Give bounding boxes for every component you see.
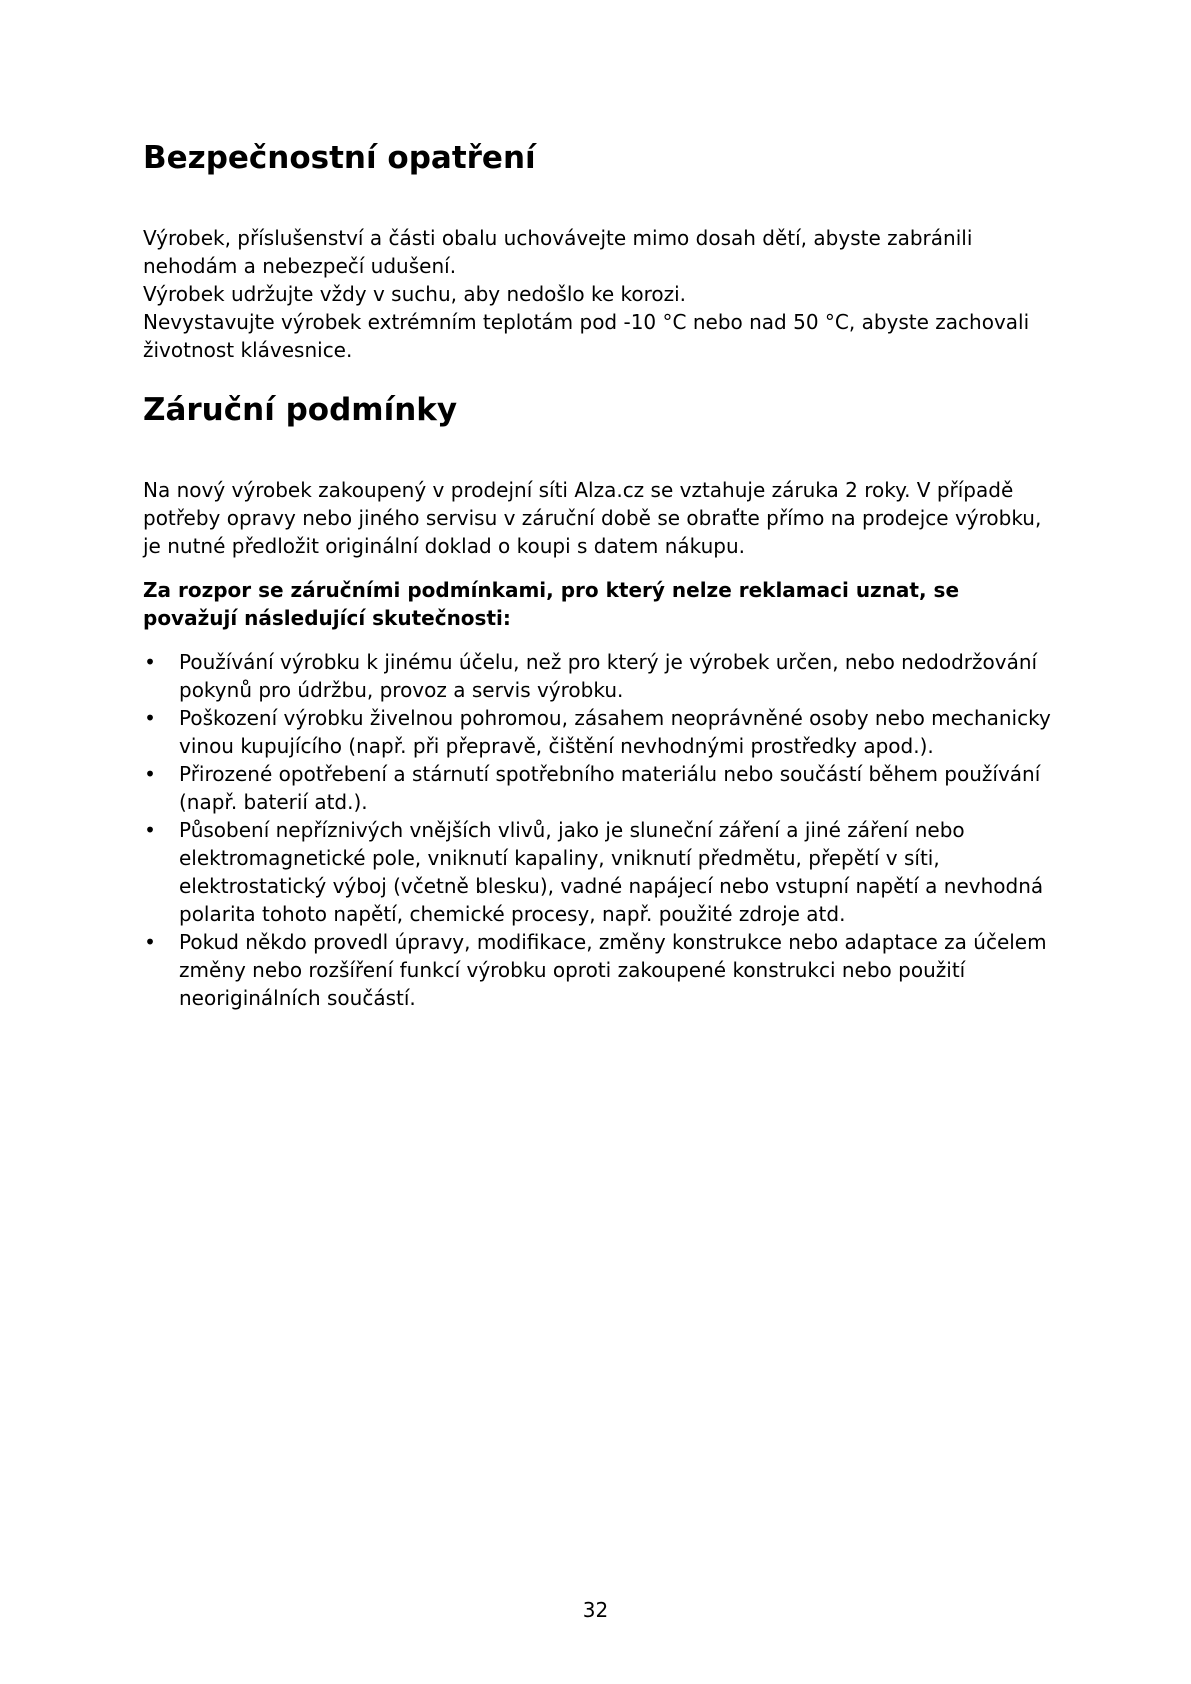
warranty-paragraph [143, 476, 1063, 560]
safety-heading: Bezpečnostní opatření [143, 140, 536, 176]
text-line: elektrostatický výboj (včetně blesku), vadné napájecí nebo vstupní napětí a nevhodná [179, 874, 1044, 898]
text-line: Za rozpor se záručními podmínkami, pro který nelze reklamaci uznat, se [143, 578, 960, 602]
list-item [143, 648, 1063, 704]
safety-paragraph [143, 224, 1063, 364]
bullet-icon: • [144, 930, 156, 954]
text-line: Používání výrobku k jinému účelu, než pro který je výrobek určen, nebo nedodržování [179, 650, 1038, 674]
list-item [143, 760, 1063, 816]
warranty-heading: Záruční podmínky [143, 392, 458, 428]
text-line: je nutné předložit originální doklad o koupi s datem nákupu. [143, 534, 746, 558]
text-line: neoriginálních součástí. [179, 986, 416, 1010]
warranty-exclusions-list [143, 648, 1063, 1012]
text-line: považují následující skutečnosti: [143, 606, 511, 630]
bullet-icon: • [144, 818, 156, 842]
page-number: 32 [582, 1598, 609, 1622]
text-line: vinou kupujícího (např. při přepravě, čištění nevhodnými prostředky apod.). [179, 734, 934, 758]
text-line: životnost klávesnice. [143, 338, 353, 362]
text-line: Pokud někdo provedl úpravy, modifikace, změny konstrukce nebo adaptace za účelem [179, 930, 1047, 954]
text-line: Výrobek udržujte vždy v suchu, aby nedošlo ke korozi. [143, 282, 687, 306]
list-item [143, 928, 1063, 1012]
text-line: polarita tohoto napětí, chemické procesy, např. použité zdroje atd. [179, 902, 846, 926]
text-line: Na nový výrobek zakoupený v prodejní síti Alza.cz se vztahuje záruka 2 roky. V případě [143, 478, 1014, 502]
text-line: Poškození výrobku živelnou pohromou, zásahem neoprávněné osoby nebo mechanicky [179, 706, 1051, 730]
text-line: Přirozené opotřebení a stárnutí spotřebního materiálu nebo součástí během používání [179, 762, 1041, 786]
bullet-icon: • [144, 650, 156, 674]
list-item [143, 816, 1063, 928]
text-line: Výrobek, příslušenství a části obalu uchovávejte mimo dosah dětí, abyste zabránili [143, 226, 973, 250]
page-content [143, 138, 1063, 1012]
warranty-exclusions-intro [143, 576, 1063, 632]
list-item [143, 704, 1063, 760]
text-line: elektromagnetické pole, vniknutí kapaliny, vniknutí předmětu, přepětí v síti, [179, 846, 940, 870]
text-line: nehodám a nebezpečí udušení. [143, 254, 457, 278]
text-line: změny nebo rozšíření funkcí výrobku oproti zakoupené konstrukci nebo použití [179, 958, 966, 982]
text-line: Nevystavujte výrobek extrémním teplotám pod -10 °C nebo nad 50 °C, abyste zachovali [143, 310, 1030, 334]
text-line: potřeby opravy nebo jiného servisu v záruční době se obraťte přímo na prodejce výrobku, [143, 506, 1042, 530]
bullet-icon: • [144, 762, 156, 786]
bullet-icon: • [144, 706, 156, 730]
text-line: (např. baterií atd.). [179, 790, 368, 814]
text-line: Působení nepříznivých vnějších vlivů, jako je sluneční záření a jiné záření nebo [179, 818, 965, 842]
text-line: pokynů pro údržbu, provoz a servis výrobku. [179, 678, 624, 702]
